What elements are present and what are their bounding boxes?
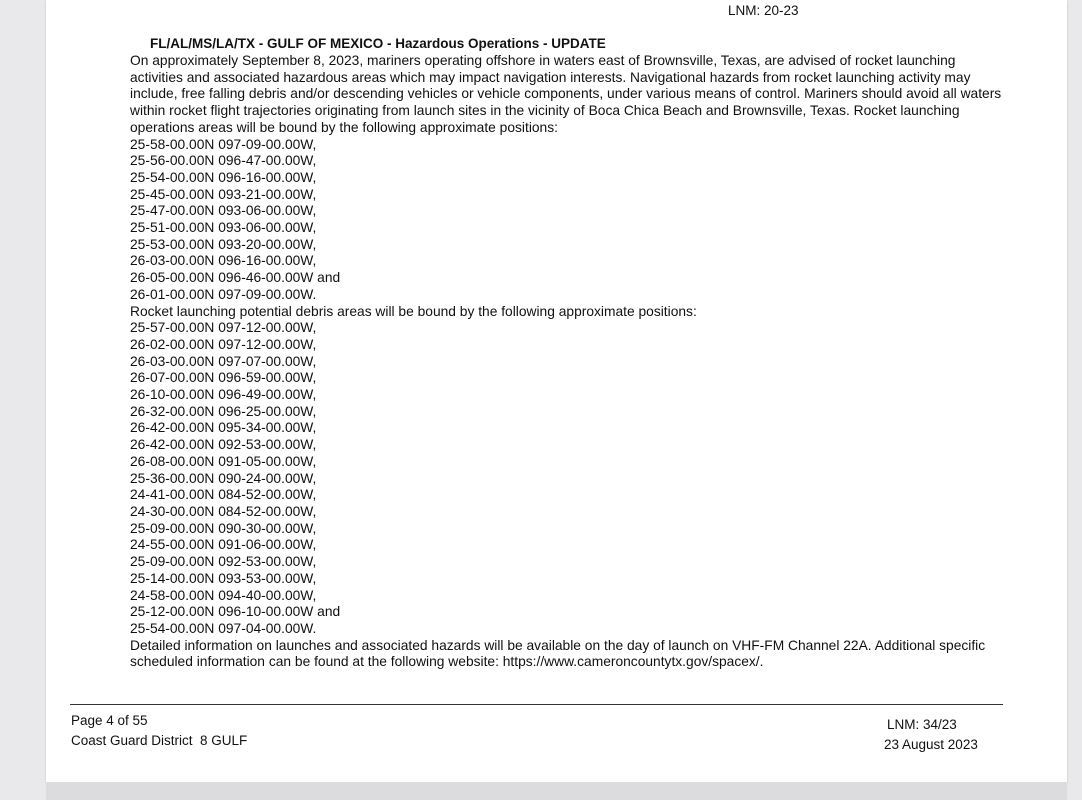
coordinate-line: 25-09-00.00N 092-53-00.00W, xyxy=(130,554,317,570)
coordinate-line: 25-47-00.00N 093-06-00.00W, xyxy=(130,203,317,219)
notice-title: FL/AL/MS/LA/TX - GULF OF MEXICO - Hazardous Operations - UPDATE xyxy=(150,36,606,51)
coordinate-line: 25-56-00.00N 096-47-00.00W, xyxy=(130,153,317,169)
footer-right xyxy=(884,715,978,754)
coordinate-line: 26-05-00.00N 096-46-00.00W and xyxy=(130,270,341,286)
coordinate-line: 24-41-00.00N 084-52-00.00W, xyxy=(130,487,317,503)
coordinate-line: 25-09-00.00N 090-30-00.00W, xyxy=(130,520,317,536)
coordinate-line: 26-08-00.00N 091-05-00.00W, xyxy=(130,453,317,469)
page-gap xyxy=(46,782,1067,800)
coordinate-line: 24-30-00.00N 084-52-00.00W, xyxy=(130,503,317,519)
coordinate-line: 26-03-00.00N 097-07-00.00W, xyxy=(130,353,317,369)
coordinate-line: 26-03-00.00N 096-16-00.00W, xyxy=(130,253,317,269)
footer-date: 23 August 2023 xyxy=(884,736,978,752)
debris-intro: Rocket launching potential debris areas will be bound by the following approximate positions: xyxy=(130,303,697,319)
coordinate-line: 25-57-00.00N 097-12-00.00W, xyxy=(130,320,317,336)
footer-lnm: LNM: 34/23 xyxy=(887,717,957,732)
header-lnm: LNM: 20-23 xyxy=(728,3,799,18)
footer-left xyxy=(71,711,247,750)
district-name: Coast Guard District 8 GULF xyxy=(71,732,248,748)
coordinate-line: 25-58-00.00N 097-09-00.00W, xyxy=(130,136,317,152)
coordinate-line: 26-42-00.00N 095-34-00.00W, xyxy=(130,420,317,436)
coordinate-line: 25-14-00.00N 093-53-00.00W, xyxy=(130,570,317,586)
coordinate-line: 25-36-00.00N 090-24-00.00W, xyxy=(130,470,317,486)
coordinate-line: 26-02-00.00N 097-12-00.00W, xyxy=(130,336,317,352)
coordinate-line: 24-58-00.00N 094-40-00.00W, xyxy=(130,587,317,603)
debris-positions-list xyxy=(130,320,1005,637)
coordinate-line: 26-07-00.00N 096-59-00.00W, xyxy=(130,370,317,386)
coordinate-line: 25-54-00.00N 096-16-00.00W, xyxy=(130,169,317,185)
coordinate-line: 25-54-00.00N 097-04-00.00W. xyxy=(130,620,317,636)
coordinate-line: 25-51-00.00N 093-06-00.00W, xyxy=(130,220,317,236)
coordinate-line: 26-01-00.00N 097-09-00.00W. xyxy=(130,286,317,302)
notice-body xyxy=(130,53,1005,671)
operations-positions-list xyxy=(130,137,1005,304)
coordinate-line: 26-42-00.00N 092-53-00.00W, xyxy=(130,437,317,453)
notice-intro: On approximately September 8, 2023, mariners operating offshore in waters east of Brownsville, Texas, are advised of rocket launching activities and associated hazardous areas which may impact navigation interests. Navigational hazards from rocket launching activity may include, free falling debris and/or descending vehicles or vehicle components, under various means of control. Mariners should avoid all waters within rocket flight trajectories originating from launch sites in the vicinity of Boca Chica Beach and Brownsville, Texas. Rocket launching operations areas will be bound by the following approximate positions: xyxy=(130,53,1002,135)
page-number: Page 4 of 55 xyxy=(71,713,148,728)
coordinate-line: 26-10-00.00N 096-49-00.00W, xyxy=(130,387,317,403)
coordinate-line: 24-55-00.00N 091-06-00.00W, xyxy=(130,537,317,553)
coordinate-line: 25-53-00.00N 093-20-00.00W, xyxy=(130,236,317,252)
coordinate-line: 25-45-00.00N 093-21-00.00W, xyxy=(130,186,317,202)
coordinate-line: 25-12-00.00N 096-10-00.00W and xyxy=(130,604,341,620)
coordinate-line: 26-32-00.00N 096-25-00.00W, xyxy=(130,403,317,419)
footer-divider xyxy=(70,704,1003,705)
notice-closing: Detailed information on launches and associated hazards will be available on the day of launch on VHF-FM Channel 22A. Additional specific scheduled information can be found at the following website: https://www.cameroncountytx.gov/spacex/. xyxy=(130,637,986,670)
